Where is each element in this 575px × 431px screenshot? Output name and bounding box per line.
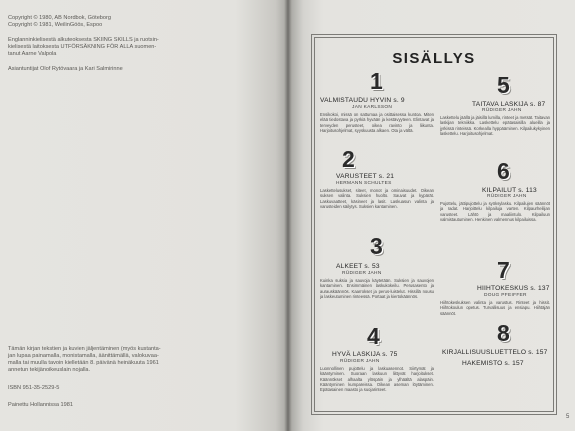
rights-line: annetun tekijänoikeuslain nojalla.	[8, 367, 91, 373]
rights-line: malla tai muulla tavoin kielletään 8. päivänä heinäkuuta 1961	[8, 360, 159, 366]
section-body: Luonnollinen pujottelu ja laskuasennot. Siirtymät ja kääntyminen. Suoraan laskuun liittyvät harjoitukset. Käännökset alhaalta ylöspäin ja ylhäältä alaspäin. Kääntyminen kumpareissa. Oikean aseman löytäminen. Epätasainen maasto ja suojarinteet.	[320, 366, 434, 393]
section-heading: VARUSTEET s. 21	[336, 173, 395, 180]
section-author: DOUG PFEIFFER	[484, 293, 527, 298]
section-heading: ALKEET s. 53	[336, 263, 380, 270]
original-note-line: Englanninkielisestä alkuteoksesta SKIING SKILLS ja ruotsin-	[8, 37, 159, 43]
copyright-line: Copyright © 1980, AB Nordbok, Göteborg	[8, 15, 112, 21]
section-author: RÜDIGER JAHN	[342, 271, 382, 276]
section-heading: KIRJALLISUUSLUETTELO s. 157	[442, 349, 548, 356]
toc-title: SISÄLLYS	[392, 50, 476, 67]
section-body: Pujottelu, jättipujottelu ja syöksylasku. Kilpailujen säännöt ja radat. Harjoittelu kilpailuja varten. Kilpaurheilijan varusteet. Lähtö ja maaliintulo. Kilpailuun valmistautuminen. Henkinen valmennus kilpailuissa.	[440, 201, 550, 222]
section-heading: TAITAVA LASKIJA s. 87	[472, 101, 546, 108]
page-number: 5	[566, 414, 570, 420]
rights-line: jan lupaa painamalla, monistamalla, äänittämällä, valokuvaa-	[8, 353, 159, 359]
section-number: 1	[370, 68, 383, 94]
rights-line: Tämän kirjan tekstien ja kuvien jäljentäminen (myös kustanta-	[8, 346, 161, 352]
section-number: 3	[370, 233, 383, 259]
section-number: 2	[342, 146, 355, 172]
section-number: 4	[367, 323, 380, 349]
toc-frame	[311, 34, 557, 415]
section-heading: HYVÄ LASKIJA s. 75	[332, 351, 398, 358]
copyright-line: Copyright © 1981, WeilinGöös, Espoo	[8, 22, 103, 28]
original-note-line: kielisestä laitoksesta UTFÖRSÄKNING FÖR ALLA suomen-	[8, 44, 157, 50]
section-heading: VALMISTAUDU HYVIN s. 9	[320, 97, 405, 104]
experts-line: Asiantuntijat Olof Rytövaara ja Kari Salmirinne	[8, 66, 123, 72]
book-gutter	[284, 0, 292, 431]
section-author: JAN KARLSSON	[352, 105, 393, 110]
section-number: 5	[497, 72, 510, 98]
section-heading: HIIHTOKESKUS s. 137	[477, 285, 550, 292]
section-body: Kuinka suksia ja sauvoja käytetään. Suksien ja sauvojen kantaminen. Ensimmäinen laskukokeilu. Perusasento ja aurauskäännös. Kaarrokset ja perus-luistelut. Hissillä nousu ja laskeutuminen rinteessä. Portaat ja kiertokäännös.	[320, 278, 434, 299]
section-number: 6	[497, 158, 510, 184]
section-heading: KILPAILUT s. 113	[482, 187, 537, 194]
section-number: 7	[497, 257, 510, 283]
section-body: Laskettelusukset, siteet, monot ja ominaisuudet. Oikean suksen valinta. Suksien huolto. Sauvat ja kypärät. Laskuvaatteet, käsineet ja lasit. Laskuasun valinta ja varusteiden säilytys. Suksien kantaminen.	[320, 188, 434, 209]
isbn: ISBN 951-35-2529-5	[8, 385, 60, 391]
section-body: Laskettelu jäällä ja jäisillä lumilla, rinteet ja metsät. Taitavan laskijan tekniikka. Laskettelu epätasaisilla alueilla ja jyrkissä rinteissä. Korkealla hyppääminen. Kilpailukykyinen laskettelu. Harjoitusohjelmat.	[440, 115, 550, 136]
section-author: HERMANN SCHULTES	[336, 181, 392, 186]
section-number: 8	[497, 320, 510, 346]
original-note-line: tanut Aarne Valpola	[8, 51, 57, 57]
section-author: RÜDIGER JAHN	[482, 108, 522, 113]
index-entry: HAKEMISTO s. 157	[462, 360, 524, 367]
section-author: RÜDIGER JAHN	[487, 194, 527, 199]
section-body: Hiihtokeskuksen valinta ja varustus. Rinteet ja hissit. Hiihtokoulun opetus. Turvallisuus ja ensiapu. Hiihtäjän säännöt.	[440, 300, 550, 316]
section-body: Ensikokoi, missä on sattumaa ja osittaisessa kuntoa. Miten elää tiedostava ja pyrkiä hyvään ja kestävyyteen. Elintavat ja terveyden perusteet, oikea ravinto ja liikunta. Harjoitusohjelmat, syyskuusta alkaen. Ota ja vältä.	[320, 112, 434, 133]
printed-note: Painettu Hollannissa 1981	[8, 402, 73, 408]
section-author: RÜDIGER JAHN	[340, 359, 380, 364]
